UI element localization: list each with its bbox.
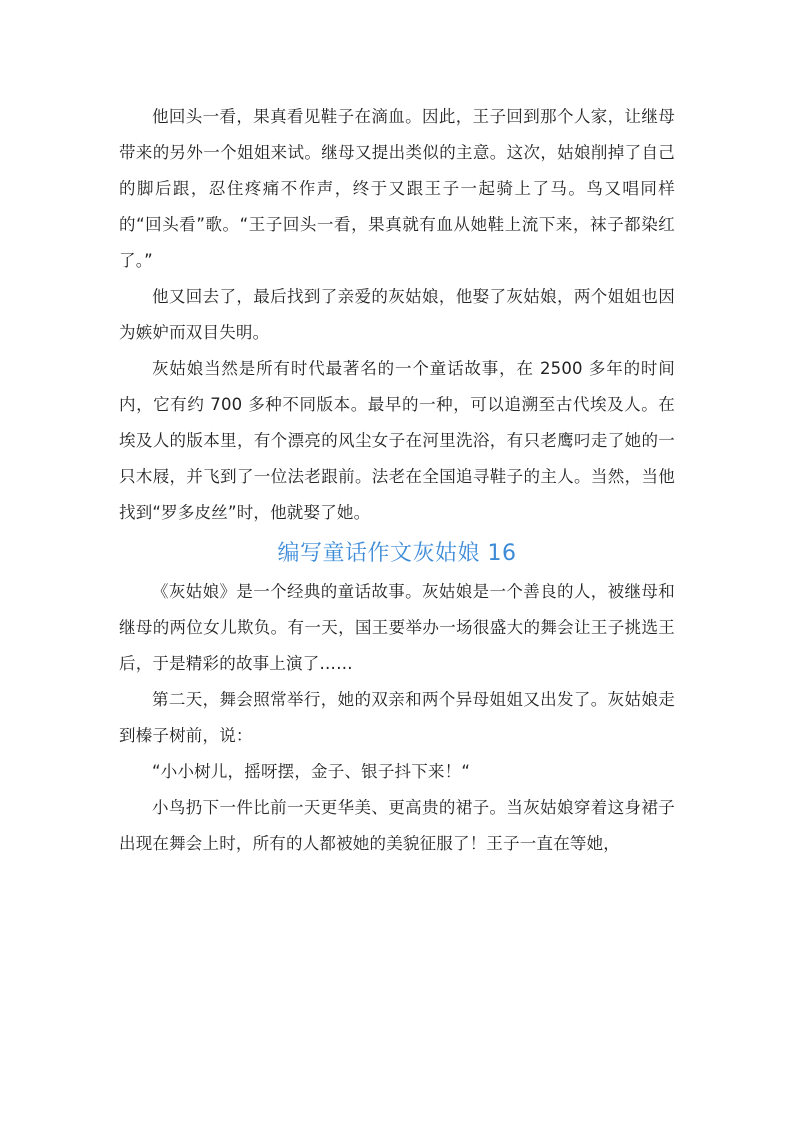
paragraph: 第二天，舞会照常举行，她的双亲和两个异母姐姐又出发了。灰姑娘走到榛子树前，说： <box>119 690 675 745</box>
paragraph: 灰姑娘当然是所有时代最著名的一个童话故事，在 2500 多年的时间内，它有约 700 多种不同版本。最早的一种，可以追溯至古代埃及人。在埃及人的版本里，有个漂亮的风尘女子在河里洗浴，有只老鹰叼走了她的一只木屐，并飞到了一位法老跟前。法老在全国追寻鞋子的主人。当然，当他找到“罗多皮丝”时，他就娶了她。 <box>119 359 675 522</box>
document-body <box>119 99 675 862</box>
paragraph: 他又回去了，最后找到了亲爱的灰姑娘，他娶了灰姑娘，两个姐姐也因为嫉妒而双目失明。 <box>119 287 675 342</box>
paragraph: 小鸟扔下一件比前一天更华美、更高贵的裙子。当灰姑娘穿着这身裙子出现在舞会上时，所有的人都被她的美貌征服了！王子一直在等她， <box>119 798 675 853</box>
section-title: 编写童话作文灰姑娘 16 <box>277 541 517 566</box>
quote-paragraph: “小小树儿，摇呀摆，金子、银子抖下来！“ <box>152 762 471 781</box>
paragraph: 《灰姑娘》是一个经典的童话故事。灰姑娘是一个善良的人，被继母和继母的两位女儿欺负。有一天，国王要举办一场很盛大的舞会让王子挑选王后，于是精彩的故事上演了…… <box>119 582 675 673</box>
paragraph: 他回头一看，果真看见鞋子在滴血。因此，王子回到那个人家，让继母带来的另外一个姐姐来试。继母又提出类似的主意。这次，姑娘削掉了自己的脚后跟，忍住疼痛不作声，终于又跟王子一起骑上了马。鸟又唱同样的“回头看”歌。“王子回头一看，果真就有血从她鞋上流下来，袜子都染红了。” <box>119 107 675 270</box>
